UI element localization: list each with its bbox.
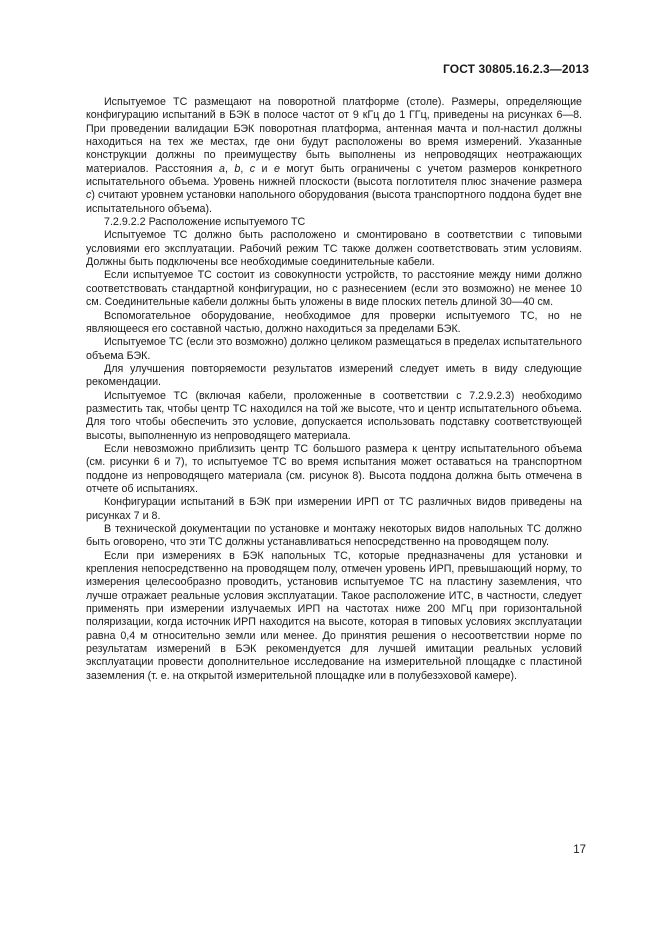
- paragraph-multi-device: Если испытуемое ТС состоит из совокупности устройств, то расстояние между ними должно соответствовать стандартной конфигурации, но с разнесением (если это возможно) не менее 10 см. Соединительные кабели должны быть уложены в виде плоских петель длиной 30—40 см.: [86, 269, 582, 309]
- paragraph-test-volume: Испытуемое ТС (если это возможно) должно целиком размещаться в пределах испытательного объема БЭК.: [86, 336, 582, 362]
- paragraph-turntable: [86, 96, 582, 216]
- paragraph-documentation: В технической документации по установке и монтажу некоторых видов напольных ТС должно быть оговорено, что эти ТС должны устанавливаться непосредственно на проводящем полу.: [86, 523, 582, 549]
- paragraph-text: Испытуемое ТС размещают на поворотной платформе (столе). Размеры, определяющие конфигурацию испытаний в БЭК в полосе частот от 9 кГц до 1 ГГц, приведены на рисунках 6—8. При проведении валидации БЭК поворотная платформа, антенная мачта и пол-настил должны находиться на тех же местах, где они будут расположены во время измерений. Указанные конструкции должны по преимуществу быть выполнены из непроводящих неотражающих материалов. Расстояния: [86, 96, 582, 175]
- variable-c: c: [86, 189, 92, 202]
- document-body: [86, 96, 582, 683]
- paragraph-text: могут быть ограничены с учетом размеров конкретного испытательного объема. Уровень нижней плоскости (высота поглотителя плюс значение размера: [86, 162, 582, 189]
- paragraph-auxiliary: Вспомогательное оборудование, необходимое для проверки испытуемого ТС, но не являющееся его составной частью, должно находиться за пределами БЭК.: [86, 309, 582, 335]
- paragraph-text: ) считают уровнем установки напольного оборудования (высота транспортного поддона будет вне испытательного объема).: [86, 189, 582, 215]
- page-number: 17: [573, 844, 586, 856]
- separator: и: [255, 162, 274, 175]
- separator: ,: [224, 162, 235, 175]
- variable-a: a: [219, 162, 225, 175]
- paragraph-repeatability: Для улучшения повторяемости результатов измерений следует иметь в виду следующие рекомендации.: [86, 362, 582, 389]
- variable-c: c: [249, 162, 256, 175]
- variable-b: b: [234, 162, 241, 175]
- separator: ,: [240, 162, 250, 175]
- paragraph-ground-plane: Если при измерениях в БЭК напольных ТС, которые предназначены для установки и крепления непосредственно на проводящем полу, отмечен уровень ИРП, превышающий норму, то измерения целесообразно проводить, установив испытуемое ТС на пластину заземления, что лучше отражает реальные условия эксплуатации. Такое расположение ИТС, в частности, следует применять при измерении излучаемых ИРП на частотах ниже 200 МГц при горизонтальной поляризации, когда источник ИРП находится на высоте, которая в типовых условиях эксплуатации равна 0,4 м относительно земли или менее. До принятия решения о несоответствии норме по результатам измерений в БЭК рекомендуется для лучшей имитации реальных условий эксплуатации провести дополнительное исследование на измерительной площадке с пластиной заземления (т. е. на открытой измерительной площадке или в полубезэховой камере).: [86, 549, 582, 682]
- paragraph-pallet: Если невозможно приблизить центр ТС большого размера к центру испытательного объема (см. рисунки 6 и 7), то испытуемое ТС во время испытания может оставаться на транспортном поддоне из непроводящего материала (см. рисунок 8). Высота поддона должна быть отмечена в отчете об испытаниях.: [86, 442, 582, 495]
- document-code-header: ГОСТ 30805.16.2.3—2013: [443, 62, 589, 76]
- variable-e: e: [273, 162, 280, 175]
- section-heading: 7.2.9.2.2 Расположение испытуемого ТС: [104, 216, 306, 229]
- paragraph-center-height: Испытуемое ТС (включая кабели, проложенные в соответствии с 7.2.9.2.3) необходимо разместить так, чтобы центр ТС находился на той же высоте, что и центр испытательного объема. Для того чтобы обеспечить это условие, допускается использовать подставку соответствующей высоты, выполненную из непроводящего материала.: [86, 389, 582, 442]
- paragraph-placement: Испытуемое ТС должно быть расположено и смонтировано в соответствии с типовыми условиями его эксплуатации. Рабочий режим ТС также должен соответствовать этим условиям. Должны быть подключены все необходимые соединительные кабели.: [86, 229, 582, 269]
- paragraph-configurations: Конфигурации испытаний в БЭК при измерении ИРП от ТС различных видов приведены на рисунках 7 и 8.: [86, 496, 582, 522]
